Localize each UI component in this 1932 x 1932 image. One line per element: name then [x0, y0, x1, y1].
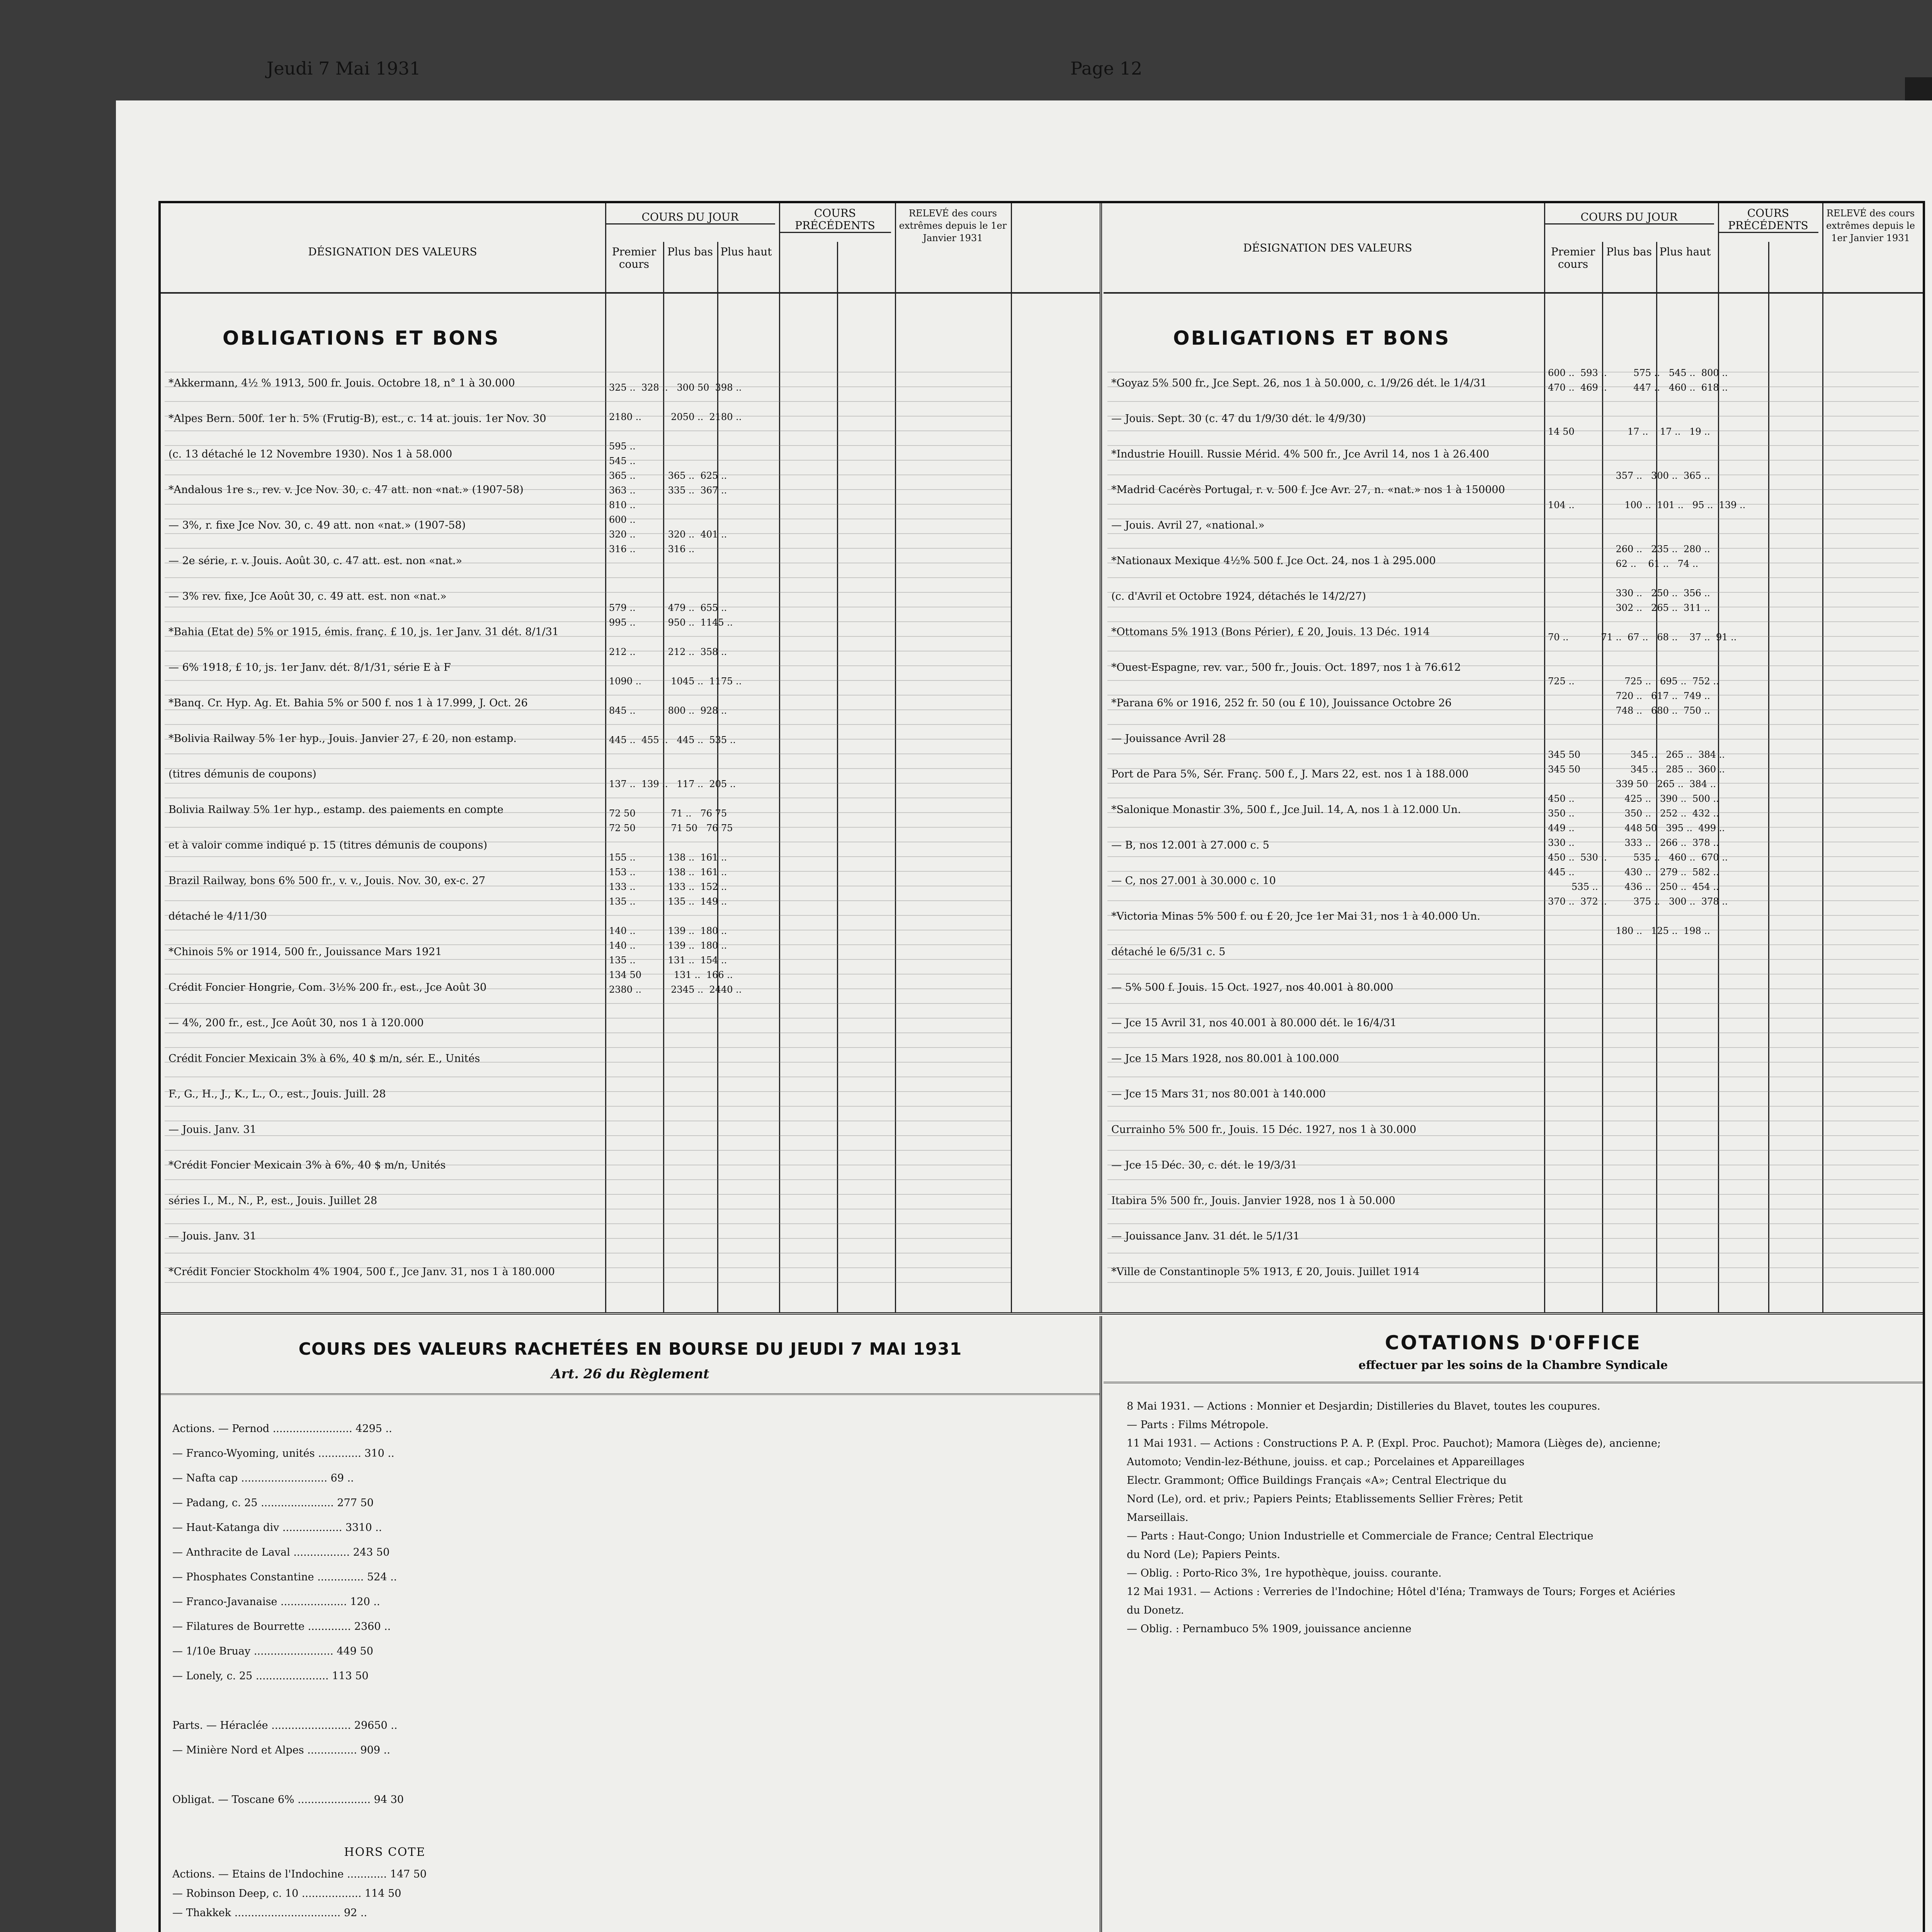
bonds-left-rows: [168, 366, 601, 1290]
bond-row-label: — Jouis. Avril 27, «national.»: [1111, 519, 1265, 531]
plus-bas-header-right: Plus bas: [1606, 245, 1652, 258]
releve-header: RELEVÉ des cours extrêmes depuis le 1er Janvier 1931: [899, 208, 1007, 243]
plus-haut-header-right: Plus haut: [1659, 245, 1711, 258]
rachetee-line: Obligat. — Toscane 6% ...................... 94 30: [172, 1794, 404, 1806]
rachetees-title: COURS DES VALEURS RACHETÉES EN BOURSE DU JEUDI 7 MAI 1931: [298, 1339, 962, 1359]
cotation-line: Electr. Grammont; Office Buildings Français «A»; Central Electrique du: [1127, 1475, 1507, 1486]
bond-row-label: Currainho 5% 500 fr., Jouis. 15 Déc. 1927, nos 1 à 30.000: [1111, 1124, 1417, 1136]
cotation-line: — Parts : Films Métropole.: [1127, 1419, 1269, 1431]
cours-precedents-header: COURS PRÉCÉDENTS: [779, 207, 891, 233]
page-frame: [158, 201, 1925, 1932]
bond-row-label: — Jouissance Janv. 31 dét. le 5/1/31: [1111, 1230, 1300, 1242]
cotation-line: 11 Mai 1931. — Actions : Constructions P. A. P. (Expl. Proc. Pauchot); Mamora (Lièges de), ancienne;: [1127, 1437, 1661, 1449]
cotation-line: du Nord (Le); Papiers Peints.: [1127, 1549, 1281, 1561]
bond-row-label: — Jce 15 Déc. 30, c. dét. le 19/3/31: [1111, 1159, 1298, 1171]
bonds-right-half: [1104, 203, 1923, 1312]
bond-row-label: — 6% 1918, £ 10, js. 1er Janv. dét. 8/1/31, série E à F: [168, 662, 451, 673]
releve-header-right: RELEVÉ des cours extrêmes depuis le 1er Janvier 1931: [1826, 208, 1915, 243]
cotation-line: Marseillais.: [1127, 1512, 1189, 1524]
bonds-left-header: [161, 203, 1100, 294]
cotations-title: COTATIONS D'OFFICE: [1385, 1332, 1641, 1354]
bond-row-label: Crédit Foncier Mexicain 3% à 6%, 40 $ m/n, sér. E., Unités: [168, 1053, 480, 1065]
bond-row-label: *Ottomans 5% 1913 (Bons Périer), £ 20, Jouis. 13 Déc. 1914: [1111, 626, 1430, 638]
rachetee-line: — Franco-Wyoming, unités ............. 310 ..: [172, 1447, 395, 1459]
bond-row-label: — Jce 15 Mars 31, nos 80.001 à 140.000: [1111, 1088, 1326, 1100]
rachetee-line: — 1/10e Bruay ........................ 449 50: [172, 1645, 373, 1657]
bond-row-label: Bolivia Railway 5% 1er hyp., estamp. des paiements en compte: [168, 804, 503, 816]
bond-row-label: — 3% rev. fixe, Jce Août 30, c. 49 att. est. non «nat.»: [168, 590, 447, 602]
middle-band: [161, 1316, 1923, 1932]
bond-row-label: — Jouis. Janv. 31: [168, 1230, 257, 1242]
bond-row-label: — B, nos 12.001 à 27.000 c. 5: [1111, 839, 1269, 851]
bond-row-label: *Nationaux Mexique 4½% 500 f. Jce Oct. 24, nos 1 à 295.000: [1111, 555, 1436, 567]
plus-haut-header: Plus haut: [720, 245, 772, 258]
rachetee-line: — Minière Nord et Alpes ............... 909 ..: [172, 1744, 390, 1756]
bonds-table: [161, 203, 1923, 1312]
bond-row-label: *Salonique Monastir 3%, 500 f., Jce Juil. 14, A, nos 1 à 12.000 Un.: [1111, 804, 1461, 816]
bonds-right-header: [1104, 203, 1923, 294]
bond-row-label: *Andalous 1re s., rev. v. Jce Nov. 30, c. 47 att. non «nat.» (1907-58): [168, 484, 524, 496]
rachetee-line: Actions. — Pernod ........................ 4295 ..: [172, 1423, 392, 1435]
bond-row-label: — 2e série, r. v. Jouis. Août 30, c. 47 att. est. non «nat.»: [168, 555, 462, 567]
bond-row-label: *Ouest-Espagne, rev. var., 500 fr., Jouis. Oct. 1897, nos 1 à 76.612: [1111, 662, 1461, 673]
plus-bas-header: Plus bas: [667, 245, 713, 258]
bonds-section-title-right: OBLIGATIONS ET BONS: [1173, 327, 1451, 349]
cotation-line: 8 Mai 1931. — Actions : Monnier et Desjardin; Distilleries du Blavet, toutes les coupures.: [1127, 1400, 1600, 1412]
hors-cote-line: — Robinson Deep, c. 10 .................. 114 50: [172, 1888, 401, 1900]
bond-row-label: (titres démunis de coupons): [168, 768, 316, 780]
bond-row-label: — Jouis. Janv. 31: [168, 1124, 257, 1136]
bond-row-label: *Victoria Minas 5% 500 f. ou £ 20, Jce 1er Mai 31, nos 1 à 40.000 Un.: [1111, 910, 1480, 922]
bond-row-label: Itabira 5% 500 fr., Jouis. Janvier 1928, nos 1 à 50.000: [1111, 1195, 1395, 1207]
bonds-right-rows: [1111, 366, 1540, 1290]
bond-row-label: détaché le 6/5/31 c. 5: [1111, 946, 1226, 958]
rachetee-line: — Nafta cap .......................... 69 ..: [172, 1472, 354, 1484]
bond-row-label: *Industrie Houill. Russie Mérid. 4% 500 fr., Jce Avril 14, nos 1 à 26.400: [1111, 448, 1490, 460]
hors-cote-line: [172, 1923, 675, 1932]
page-number: Page 12: [1070, 58, 1143, 79]
bond-row-label: Crédit Foncier Hongrie, Com. 3½% 200 fr., est., Jce Août 30: [168, 981, 487, 993]
hors-cote-line: Actions. — Etains de l'Indochine ............ 147 50: [172, 1868, 427, 1880]
bond-row-label: *Madrid Cacérès Portugal, r. v. 500 f. Jce Avr. 27, n. «nat.» nos 1 à 150000: [1111, 484, 1505, 496]
rachetee-line: — Padang, c. 25 ...................... 277 50: [172, 1497, 374, 1509]
cotation-line: du Donetz.: [1127, 1604, 1184, 1616]
cotation-line: 12 Mai 1931. — Actions : Verreries de l'Indochine; Hôtel d'Iéna; Tramways de Tours; Forges et Aciéries: [1127, 1586, 1675, 1598]
bond-row-label: — 5% 500 f. Jouis. 15 Oct. 1927, nos 40.001 à 80.000: [1111, 981, 1393, 993]
rachetee-line: — Phosphates Constantine .............. 524 ..: [172, 1571, 397, 1583]
rachetee-line: — Filatures de Bourrette ............. 2360 ..: [172, 1621, 391, 1633]
cotation-line: Automoto; Vendin-lez-Béthune, jouiss. et cap.; Porcelaines et Appareillages: [1127, 1456, 1525, 1468]
premier-cours-header: Premier cours: [612, 245, 656, 270]
bond-row-label: *Bahia (Etat de) 5% or 1915, émis. franç. £ 10, js. 1er Janv. 31 dét. 8/1/31: [168, 626, 559, 638]
hors-cote-title: HORS COTE: [344, 1845, 426, 1859]
bond-row-label: *Akkermann, 4½ % 1913, 500 fr. Jouis. Octobre 18, n° 1 à 30.000: [168, 377, 515, 389]
bond-row-label: séries I., M., N., P., est., Jouis. Juillet 28: [168, 1195, 378, 1207]
hors-cote-line: — Thakkek ................................ 92 ..: [172, 1907, 367, 1919]
rachetee-line: — Haut-Katanga div .................. 3310 ..: [172, 1522, 382, 1534]
bond-row-label: F., G., H., J., K., L., O., est., Jouis. Juill. 28: [168, 1088, 386, 1100]
rachetee-line: — Franco-Javanaise .................... 120 ..: [172, 1596, 380, 1608]
bond-row-label: — Jouis. Sept. 30 (c. 47 du 1/9/30 dét. le 4/9/30): [1111, 413, 1366, 425]
cotation-line: — Oblig. : Porto-Rico 3%, 1re hypothèque, jouiss. courante.: [1127, 1567, 1442, 1579]
cours-du-jour-header-right: COURS DU JOUR: [1544, 211, 1714, 224]
bonds-left-half: [161, 203, 1100, 1312]
cotation-line: Nord (Le), ord. et priv.; Papiers Peints; Etablissements Sellier Frères; Petit: [1127, 1493, 1523, 1505]
premier-cours-header-right: Premier cours: [1551, 245, 1595, 270]
rachetee-line: Parts. — Héraclée ........................ 29650 ..: [172, 1719, 398, 1731]
bond-row-label: *Bolivia Railway 5% 1er hyp., Jouis. Janvier 27, £ 20, non estamp.: [168, 733, 517, 745]
cotations-subtitle: effectuer par les soins de la Chambre Syndicale: [1358, 1359, 1668, 1372]
page-date: Jeudi 7 Mai 1931: [267, 58, 421, 79]
rachetees-section: [161, 1316, 1100, 1932]
bond-row-label: (c. 13 détaché le 12 Novembre 1930). Nos 1 à 58.000: [168, 448, 452, 460]
bond-row-label: *Banq. Cr. Hyp. Ag. Et. Bahia 5% or 500 f. nos 1 à 17.999, J. Oct. 26: [168, 697, 528, 709]
bonds-section-title-left: OBLIGATIONS ET BONS: [223, 327, 500, 349]
designation-header-right: DÉSIGNATION DES VALEURS: [1243, 242, 1412, 254]
bond-row-label: — Jouissance Avril 28: [1111, 733, 1226, 745]
bond-row-label: *Crédit Foncier Stockholm 4% 1904, 500 f., Jce Janv. 31, nos 1 à 180.000: [168, 1266, 555, 1278]
bond-row-label: — Jce 15 Avril 31, nos 40.001 à 80.000 dét. le 16/4/31: [1111, 1017, 1397, 1029]
bond-row-label: Brazil Railway, bons 6% 500 fr., v. v., Jouis. Nov. 30, ex-c. 27: [168, 875, 486, 887]
bond-row-label: — 4%, 200 fr., est., Jce Août 30, nos 1 à 120.000: [168, 1017, 424, 1029]
bond-row-label: — 3%, r. fixe Jce Nov. 30, c. 49 att. non «nat.» (1907-58): [168, 519, 466, 531]
cours-du-jour-header: COURS DU JOUR: [605, 211, 775, 224]
bond-row-label: et à valoir comme indiqué p. 15 (titres démunis de coupons): [168, 839, 488, 851]
bond-row-label: Port de Para 5%, Sér. Franç. 500 f., J. Mars 22, est. nos 1 à 188.000: [1111, 768, 1469, 780]
rachetee-line: [172, 1763, 675, 1787]
cotation-line: — Oblig. : Pernambuco 5% 1909, jouissance ancienne: [1127, 1623, 1412, 1635]
rachetees-subtitle: Art. 26 du Règlement: [551, 1366, 709, 1382]
bond-row-label: *Parana 6% or 1916, 252 fr. 50 (ou £ 10), Jouissance Octobre 26: [1111, 697, 1452, 709]
rachetee-line: [172, 1689, 675, 1713]
bonds-left-values: 325 .. 328 .. 300 50 398 .. 2180 .. 2050 .. 2180 .. 595 .. 545 .. 365 .. 365 .. 625 .. 363 .. 335 .. 367 .. 810 .. 600 .. 320 .. 320 .. 401 .. 316 .. 316 .. 579 .. 479 .. 655 .. 995 .. 950 .. 1145 .. 212 .. 212 .. 358 .. 1090 .. 1045 .. 1175 .. 845 .. 800 .. 928 .. 445 .. 455 .. 445 .. 535 .. 137 .. 139 .. 117 .. 205 .. 72 50 71 .. 76 75 72 50 71 50 76 75 155 .. 138 .. 161 .. 153 .. 138 .. 161 .. 133 .. 133 .. 152 .. 135 .. 135 .. 149 .. 140 .. 139 .. 180 .. 140 .. 139 .. 180 .. 135 .. 131 .. 154 .. 134 50 131 .. 166 .. 2380 .. 2345 .. 2440 ..: [609, 382, 742, 995]
rachetee-line: — Anthracite de Laval ................. 243 50: [172, 1546, 390, 1558]
cotations-lines: [1127, 1397, 1915, 1638]
hors-cote-lines: [172, 1865, 675, 1932]
cours-precedents-header-right: COURS PRÉCÉDENTS: [1718, 207, 1818, 233]
bond-row-label: *Crédit Foncier Mexicain 3% à 6%, 40 $ m/n, Unités: [168, 1159, 446, 1171]
bond-row-label: *Chinois 5% or 1914, 500 fr., Jouissance Mars 1921: [168, 946, 442, 958]
cotations-section: [1104, 1316, 1923, 1932]
bond-row-label: (c. d'Avril et Octobre 1924, détachés le 14/2/27): [1111, 590, 1366, 602]
bond-row-label: détaché le 4/11/30: [168, 910, 267, 922]
rachetee-line: — Lonely, c. 25 ...................... 113 50: [172, 1670, 369, 1682]
bond-row-label: — Jce 15 Mars 1928, nos 80.001 à 100.000: [1111, 1053, 1339, 1065]
bonds-right-values: 600 .. 593 .. 575 .. 545 .. 800 .. 470 .. 469 .. 447 .. 460 .. 618 .. 14 50 17 .. 17 .. 19 .. 357 .. 300 .. 365 .. 104 .. 100 .. 101 .. 95 .. 139 .. 260 .. 235 .. 280 .. 62 .. 61 .. 74 .. 330 .. 250 .. 356 .. 302 .. 265 .. 311 .. 70 .. 71 .. 67 .. 68 .. 37 .. 91 .. 725 .. 725 .. 695 .. 752 .. 720 .. 617 .. 749 .. 748 .. 680 .. 750 .. 345 50 345 .. 265 .. 384 .. 345 50 345 .. 285 .. 360 .. 339 50 265 .. 384 .. 450 .. 425 .. 390 .. 500 .. 350 .. 350 .. 252 .. 432 .. 449 .. 448 50 395 .. 499 .. 330 .. 333 .. 266 .. 378 .. 450 .. 530 .. 535 .. 460 .. 670 .. 445 .. 430 .. 279 .. 582 .. 535 .. 436 .. 250 .. 454 .. 370 .. 372 .. 375 .. 300 .. 378 .. 180 .. 125 .. 198 ..: [1548, 367, 1746, 936]
bond-row-label: *Alpes Bern. 500f. 1er h. 5% (Frutig-B), est., c. 14 at. jouis. 1er Nov. 30: [168, 413, 546, 425]
cotation-line: — Parts : Haut-Congo; Union Industrielle et Commerciale de France; Central Electrique: [1127, 1530, 1594, 1542]
bond-row-label: *Ville de Constantinople 5% 1913, £ 20, Jouis. Juillet 1914: [1111, 1266, 1420, 1278]
bond-row-label: — C, nos 27.001 à 30.000 c. 10: [1111, 875, 1276, 887]
rachetees-lines: [172, 1417, 675, 1812]
designation-header: DÉSIGNATION DES VALEURS: [308, 245, 477, 258]
bond-row-label: *Goyaz 5% 500 fr., Jce Sept. 26, nos 1 à 50.000, c. 1/9/26 dét. le 1/4/31: [1111, 377, 1487, 389]
